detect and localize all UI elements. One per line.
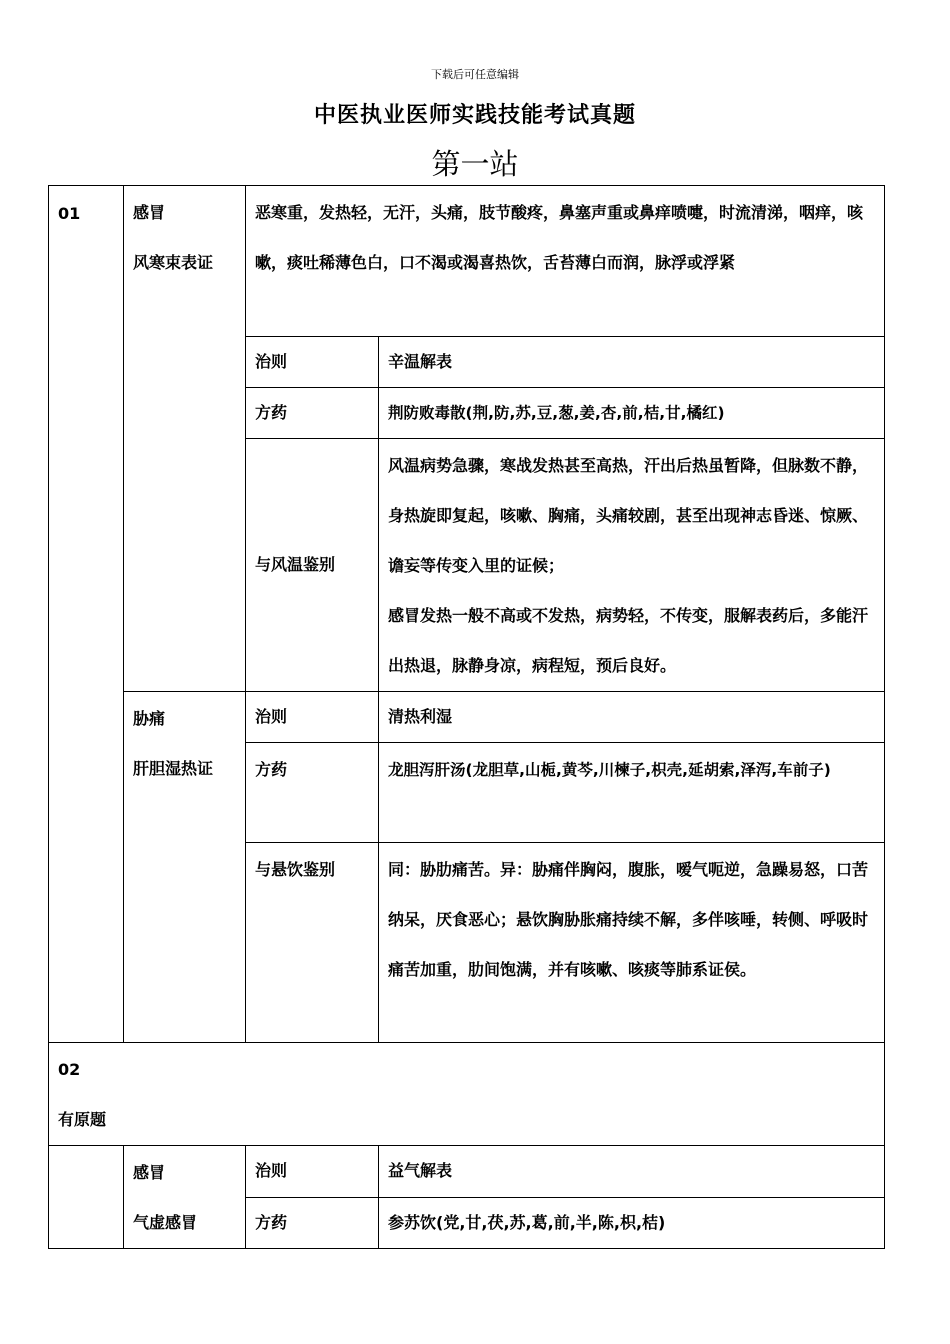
disease-name: 感冒 [133, 1163, 166, 1182]
exam-table [48, 185, 885, 1249]
diff-line: 感冒发热一般不高或不发热，病势轻，不传变，服解表药后，多能汗出热退，脉静身凉，病程短，预后良好。 [388, 606, 869, 675]
row-label: 治则 [246, 337, 379, 388]
station-heading: 第一站 [431, 147, 519, 181]
symptoms-text: 恶寒重，发热轻，无汗，头痛，肢节酸疼，鼻塞声重或鼻痒喷嚏，时流清涕，咽痒，咳嗽，痰吐稀薄色白，口不渴或渴喜热饮，舌苔薄白而润，脉浮或浮紧 [246, 186, 885, 337]
row-label: 方药 [246, 388, 379, 439]
syndrome-name: 风寒束表证 [133, 253, 214, 272]
diff-text [379, 439, 885, 692]
row-value: 荆防败毒散(荆,防,苏,豆,葱,姜,杏,前,桔,甘,橘红) [379, 388, 885, 439]
row-label: 方药 [246, 1197, 379, 1249]
diff-label: 与悬饮鉴别 [246, 843, 379, 1043]
disease-cell [124, 692, 246, 1043]
row-value: 龙胆泻肝汤(龙胆草,山栀,黄芩,川楝子,枳壳,延胡索,泽泻,车前子) [379, 743, 885, 843]
row-value: 辛温解表 [379, 337, 885, 388]
case-number: 02 [58, 1060, 81, 1079]
header-note: 下载后可任意编辑 [431, 68, 519, 81]
diff-text: 同：胁肋痛苦。异：胁痛伴胸闷，腹胀，嗳气呃逆，急躁易怒，口苦纳呆，厌食恶心；悬饮胸胁胀痛持续不解，多伴咳唾，转侧、呼吸时痛苦加重，肋间饱满，并有咳嗽、咳痰等肺系证侯。 [379, 843, 885, 1043]
case-header [49, 1043, 885, 1146]
row-label: 治则 [246, 692, 379, 743]
row-value: 益气解表 [379, 1146, 885, 1198]
row-value: 清热利湿 [379, 692, 885, 743]
diff-label: 与风温鉴别 [246, 439, 379, 692]
row-value: 参苏饮(党,甘,茯,苏,葛,前,半,陈,枳,桔) [379, 1197, 885, 1249]
disease-cell [124, 186, 246, 692]
syndrome-name: 肝胆湿热证 [133, 759, 214, 778]
disease-cell [124, 1146, 246, 1249]
case-subtitle: 有原题 [58, 1110, 107, 1129]
case-number: 01 [49, 186, 124, 1043]
disease-name: 胁痛 [133, 709, 166, 728]
disease-name: 感冒 [133, 203, 166, 222]
syndrome-name: 气虚感冒 [133, 1213, 198, 1232]
row-label: 治则 [246, 1146, 379, 1198]
diff-line: 风温病势急骤，寒战发热甚至高热，汗出后热虽暂降，但脉数不静，身热旋即复起，咳嗽、胸痛，头痛较剧，甚至出现神志昏迷、惊厥、谵妄等传变入里的证候； [388, 456, 869, 575]
page-title: 中医执业医师实践技能考试真题 [313, 103, 636, 128]
empty-cell [49, 1146, 124, 1249]
row-label: 方药 [246, 743, 379, 843]
